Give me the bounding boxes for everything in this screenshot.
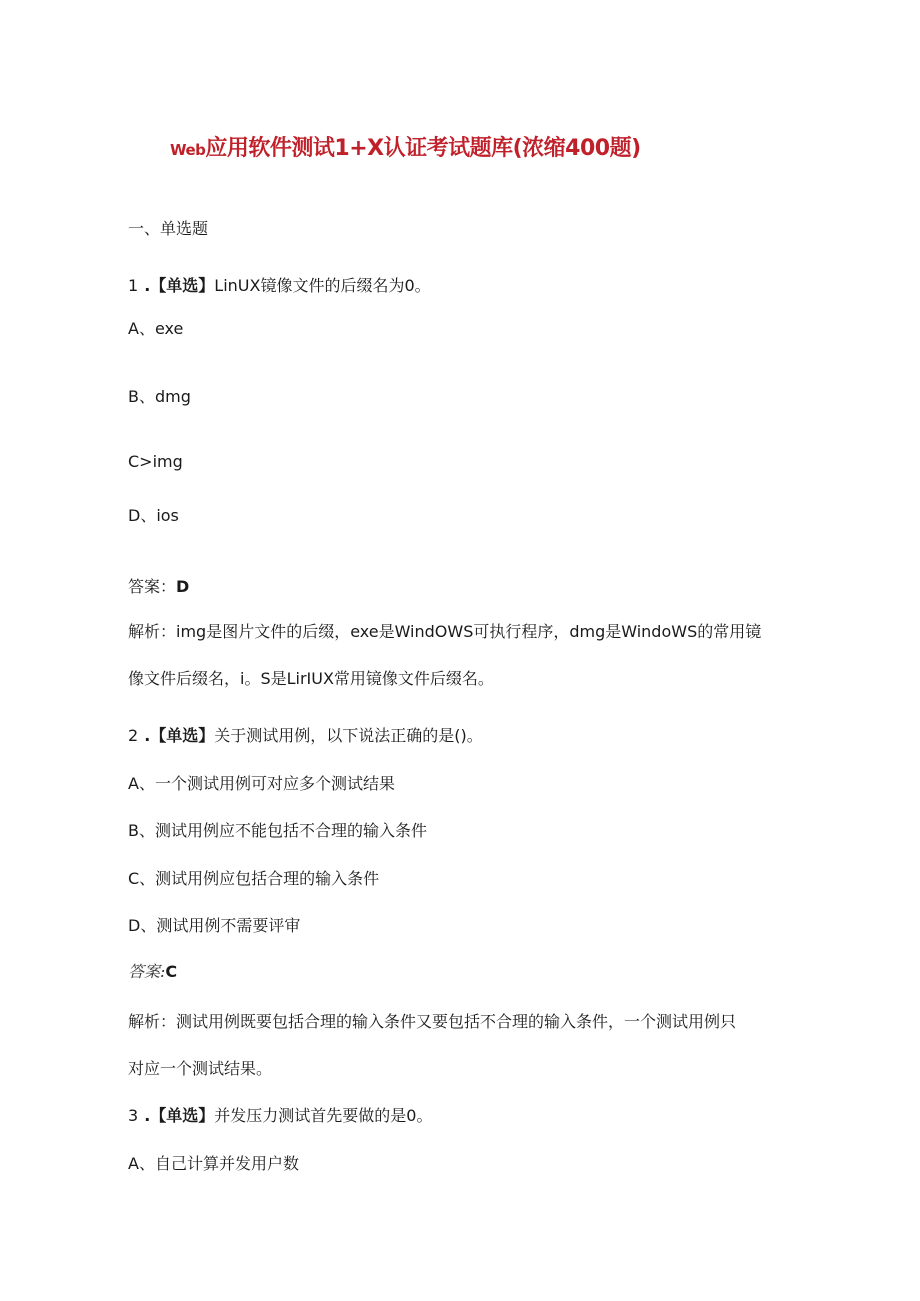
answer-value: D: [176, 577, 190, 596]
question-2-analysis-line-1: 解析：测试用例既要包括合理的输入条件又要包括不合理的输入条件，一个测试用例只: [128, 1012, 737, 1031]
question-1-option-d: D、ios: [128, 506, 179, 525]
question-2-stem-line: [128, 725, 483, 747]
question-2-analysis-line-2: 对应一个测试结果。: [128, 1059, 273, 1078]
question-3-stem-line: [128, 1105, 432, 1127]
question-1-stem-line: [128, 275, 431, 297]
question-tag: .【单选】: [144, 276, 215, 295]
question-number: 2: [128, 726, 139, 745]
question-1-analysis-line-1: 解析：img是图片文件的后缀，exe是WindOWS可执行程序，dmg是WindoWS的常用镜: [128, 622, 762, 641]
question-2-option-b: B、测试用例应不能包括不合理的输入条件: [128, 821, 427, 840]
title-prefix: Web: [170, 141, 206, 159]
question-stem: 关于测试用例，以下说法正确的是()。: [214, 726, 483, 745]
answer-value: C: [165, 962, 178, 981]
question-1-option-b: B、dmg: [128, 387, 191, 406]
title-main: 应用软件测试1+X认证考试题库(浓缩400题): [205, 136, 641, 161]
section-heading: 一、单选题: [128, 219, 209, 238]
question-number: 1: [128, 276, 139, 295]
question-1-option-c: C>img: [128, 452, 183, 471]
question-stem: LinUX镜像文件的后缀名为0。: [214, 276, 431, 295]
question-2-option-a: A、一个测试用例可对应多个测试结果: [128, 774, 395, 793]
question-2-option-d: D、测试用例不需要评审: [128, 916, 301, 935]
question-number: 3: [128, 1106, 139, 1125]
answer-label: 答案:: [128, 962, 166, 981]
answer-label: 答案：: [128, 577, 177, 596]
question-1-analysis-line-2: 像文件后缀名，i。S是LirIUX常用镜像文件后缀名。: [128, 669, 494, 688]
question-tag: .【单选】: [144, 1106, 215, 1125]
question-stem: 并发压力测试首先要做的是0。: [214, 1106, 433, 1125]
question-3-option-a: A、自己计算并发用户数: [128, 1154, 299, 1173]
question-1-option-a: A、exe: [128, 319, 184, 338]
question-1-answer: [128, 576, 189, 598]
document-title: [170, 134, 641, 165]
question-tag: .【单选】: [144, 726, 215, 745]
question-2-option-c: C、测试用例应包括合理的输入条件: [128, 869, 380, 888]
question-2-answer: [128, 961, 177, 983]
